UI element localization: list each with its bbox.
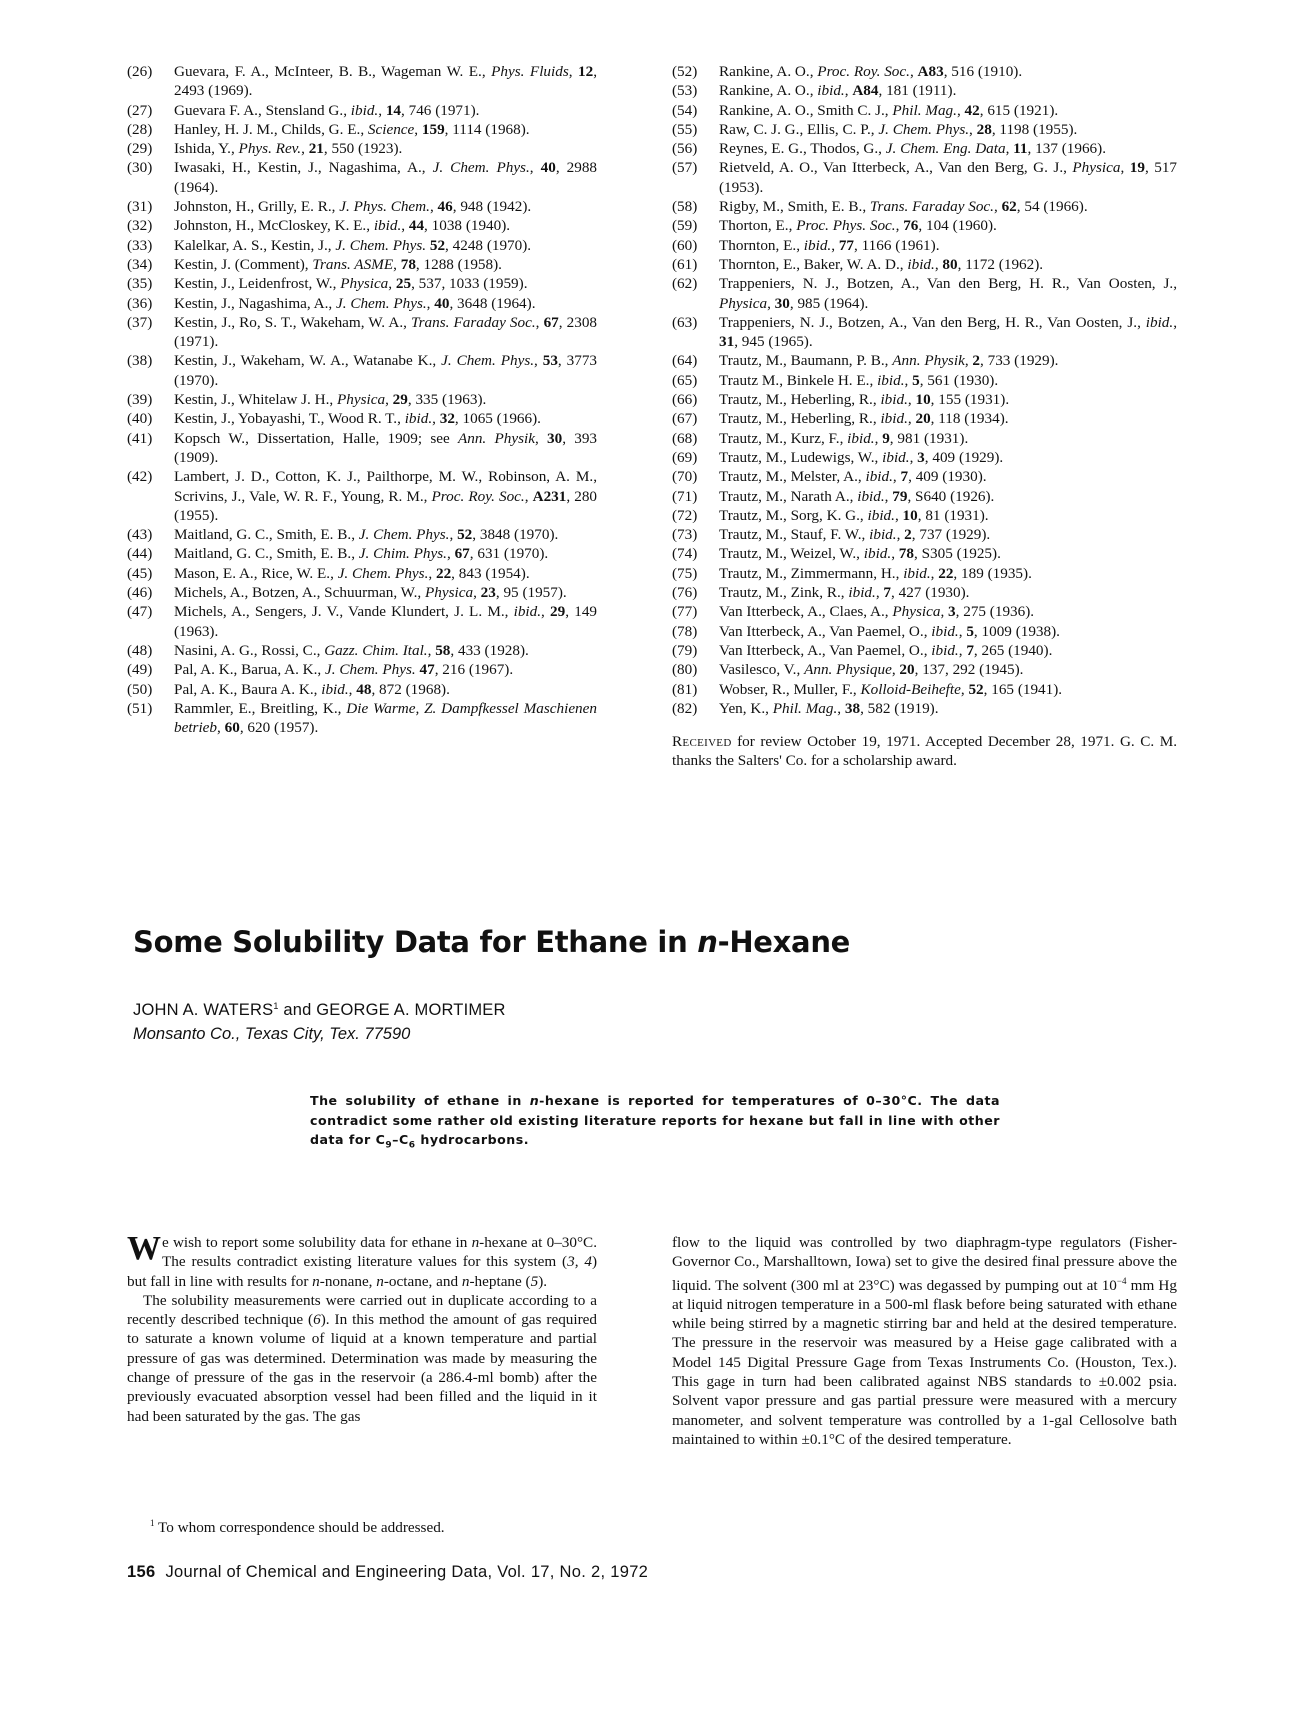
reference-text: Kopsch W., Dissertation, Halle, 1909; see Ann. Physik, 30, 393 (1909). [174,429,598,466]
reference-text: Trautz, M., Zimmermann, H., ibid., 22, 189 (1935). [719,564,1032,582]
received-note [672,732,1177,771]
intro-text: e wish to report some solubility data for ethane in n-hexane at 0–30°C. The results contradict existing literature values for this system (3, 4) but fall in line with results for n-nonane, n-octane, and n-heptane (5). [127,1234,597,1290]
reference-text: Trautz, M., Heberling, R., ibid., 20, 118 (1934). [719,410,1009,428]
reference-item [127,602,597,641]
reference-item [672,409,1177,428]
reference-text: Rankine, A. O., Smith C. J., Phil. Mag., 42, 615 (1921). [719,101,1059,119]
reference-item [672,197,1177,216]
reference-number: (33) [127,236,153,254]
reference-text: Trautz, M., Melster, A., ibid., 7, 409 (1930). [719,468,987,486]
reference-item [127,101,597,120]
reference-number: (40) [127,410,153,428]
reference-item [127,583,597,602]
reference-number: (56) [672,140,698,158]
reference-text: Van Itterbeck, A., Van Paemel, O., ibid., 5, 1009 (1938). [719,622,1060,640]
methods-paragraph: The solubility measurements were carried out in duplicate according to a recently described technique (6). In this method the amount of gas required to saturate a known volume of liquid at a known temperature and partial pressure of gas was determined. Determination was made by measuring the change of pressure of the gas in the reservoir (a 286.4-ml bomb) after the previously evacuated absorption vessel had been filled and the liquid in it had been saturated by the gas. The gas [127,1291,597,1425]
reference-number: (39) [127,391,153,409]
reference-number: (38) [127,352,153,370]
reference-item [127,139,597,158]
reference-number: (37) [127,313,153,331]
reference-text: Rietveld, A. O., Van Itterbeck, A., Van den Berg, G. J., Physica, 19, 517 (1953). [719,159,1178,196]
reference-item [127,641,597,660]
reference-text: Trautz, M., Zink, R., ibid., 7, 427 (1930). [719,584,970,602]
reference-item [672,274,1177,313]
reference-number: (72) [672,506,698,524]
reference-text: Trappeniers, N. J., Botzen, A., Van den Berg, H. R., Van Oosten, J., Physica, 30, 985 (1964). [719,275,1177,312]
reference-text: Kestin, J., Nagashima, A., J. Chem. Phys., 40, 3648 (1964). [174,294,536,312]
reference-text: Kestin, J., Whitelaw J. H., Physica, 29, 335 (1963). [174,391,487,409]
reference-number: (36) [127,294,153,312]
reference-text: Rankine, A. O., ibid., A84, 181 (1911). [719,82,957,100]
reference-item [127,467,597,525]
reference-item [127,236,597,255]
journal-citation: Journal of Chemical and Engineering Data, Vol. 17, No. 2, 1972 [165,1563,649,1581]
reference-number: (69) [672,448,698,466]
reference-number: (59) [672,217,698,235]
reference-text: Mason, E. A., Rice, W. E., J. Chem. Phys., 22, 843 (1954). [174,564,530,582]
reference-item [127,62,597,101]
reference-item [127,274,597,293]
reference-item [672,680,1177,699]
reference-item [127,699,597,738]
reference-item [672,448,1177,467]
reference-number: (32) [127,217,153,235]
reference-text: Nasini, A. G., Rossi, C., Gazz. Chim. Ital., 58, 433 (1928). [174,641,529,659]
reference-number: (41) [127,429,153,447]
reference-text: Rigby, M., Smith, E. B., Trans. Faraday Soc., 62, 54 (1966). [719,198,1088,216]
reference-number: (55) [672,120,698,138]
reference-item [672,544,1177,563]
intro-paragraph [127,1230,597,1291]
reference-text: Trappeniers, N. J., Botzen, A., Van den Berg, H. R., Van Oosten, J., ibid., 31, 945 (1965). [719,313,1177,351]
reference-item [672,158,1177,197]
reference-text: Wobser, R., Muller, F., Kolloid-Beihefte, 52, 165 (1941). [719,680,1063,698]
reference-text: Pal, A. K., Barua, A. K., J. Chem. Phys. 47, 216 (1967). [174,661,514,679]
reference-number: (70) [672,468,698,486]
reference-number: (31) [127,198,153,216]
reference-number: (64) [672,352,698,370]
reference-number: (27) [127,101,153,119]
reference-item [127,216,597,235]
reference-text: Kestin, J., Leidenfrost, W., Physica, 25, 537, 1033 (1959). [174,275,528,293]
reference-text: Trautz, M., Heberling, R., ibid., 10, 155 (1931). [719,391,1010,409]
reference-number: (58) [672,198,698,216]
reference-number: (54) [672,101,698,119]
reference-text: Vasilesco, V., Ann. Physique, 20, 137, 292 (1945). [719,661,1024,679]
reference-item [127,525,597,544]
reference-item [127,680,597,699]
reference-number: (60) [672,236,698,254]
reference-text: Thornton, E., Baker, W. A. D., ibid., 80, 1172 (1962). [719,255,1044,273]
body-right-column [672,1233,1177,1449]
reference-text: Trautz, M., Kurz, F., ibid., 9, 981 (1931). [719,429,969,447]
reference-text: Guevara F. A., Stensland G., ibid., 14, 746 (1971). [174,101,480,119]
reference-text: Trautz, M., Narath A., ibid., 79, S640 (1926). [719,487,995,505]
reference-item [672,62,1177,81]
reference-text: Kalelkar, A. S., Kestin, J., J. Chem. Phys. 52, 4248 (1970). [174,236,532,254]
reference-item [672,487,1177,506]
reference-text: Michels, A., Sengers, J. V., Vande Klundert, J. L. M., ibid., 29, 149 (1963). [174,603,598,640]
reference-item [672,660,1177,679]
reference-item [672,641,1177,660]
reference-item [127,294,597,313]
reference-text: Thornton, E., ibid., 77, 1166 (1961). [719,236,940,254]
reference-number: (51) [127,699,153,717]
reference-text: Thorton, E., Proc. Phys. Soc., 76, 104 (1960). [719,217,997,235]
reference-item [127,351,597,390]
reference-number: (82) [672,699,698,717]
reference-number: (29) [127,140,153,158]
reference-number: (78) [672,622,698,640]
reference-number: (71) [672,487,698,505]
reference-item [672,622,1177,641]
reference-text: Kestin, J. (Comment), Trans. ASME, 78, 1288 (1958). [174,255,502,273]
reference-number: (73) [672,526,698,544]
reference-item [672,602,1177,621]
reference-item [127,390,597,409]
reference-number: (46) [127,584,153,602]
reference-number: (79) [672,641,698,659]
reference-item [672,313,1177,352]
references-left-column [127,62,597,737]
reference-text: Guevara, F. A., McInteer, B. B., Wageman W. E., Phys. Fluids, 12, 2493 (1969). [174,63,597,100]
reference-item [672,351,1177,370]
reference-item [672,216,1177,235]
reference-text: Rammler, E., Breitling, K., Die Warme, Z. Dampfkessel Maschienen betrieb, 60, 620 (1957). [174,699,597,737]
reference-text: Trautz, M., Ludewigs, W., ibid., 3, 409 (1929). [719,448,1004,466]
reference-text: Trautz M., Binkele H. E., ibid., 5, 561 (1930). [719,371,999,389]
reference-number: (80) [672,661,698,679]
reference-text: Hanley, H. J. M., Childs, G. E., Science, 159, 1114 (1968). [174,120,530,138]
reference-number: (57) [672,159,698,177]
reference-text: Yen, K., Phil. Mag., 38, 582 (1919). [719,699,939,717]
reference-text: Trautz, M., Baumann, P. B., Ann. Physik, 2, 733 (1929). [719,352,1059,370]
methods-continued-paragraph: flow to the liquid was controlled by two diaphragm-type regulators (Fisher-Governor Co., Marshalltown, Iowa) set to give the desired final pressure above the liquid. The solvent (300 ml at 23°C) was degassed by pumping out at $10^{-4}$ mm Hg at liquid nitrogen temperature in a 500-ml flask before being saturated with ethane while being stirred by a magnetic stirring bar and held at the desired temperature. The pressure in the reservoir was measured by a Heise gage calibrated with a Model 145 Digital Pressure Gage from Texas Instruments Co. (Houston, Tex.). This gage in turn had been calibrated against NBS standards to ±0.002 psia. Solvent vapor pressure and gas partial pressure were measured with a mercury manometer, and solvent temperature was controlled by a 1-gal Cellosolve bath maintained to within ±0.1°C of the desired temperature. [672,1234,1177,1448]
reference-text: Kestin, J., Wakeham, W. A., Watanabe K., J. Chem. Phys., 53, 3773 (1970). [174,352,597,389]
reference-item [672,101,1177,120]
reference-text: Kestin, J., Yobayashi, T., Wood R. T., ibid., 32, 1065 (1966). [174,410,541,428]
reference-text: Van Itterbeck, A., Van Paemel, O., ibid., 7, 265 (1940). [719,641,1053,659]
article-title: Some Solubility Data for Ethane in n-Hexane [133,925,851,959]
reference-number: (43) [127,526,153,544]
drop-cap: W [127,1230,161,1267]
reference-item [672,429,1177,448]
reference-number: (28) [127,120,153,138]
reference-text: Lambert, J. D., Cotton, K. J., Pailthorpe, M. W., Robinson, A. M., Scrivins, J., Vale, W. R. F., Young, R. M., Proc. Roy. Soc., A231, 280 (1955). [174,468,598,524]
reference-text: Van Itterbeck, A., Claes, A., Physica, 3, 275 (1936). [719,603,1035,621]
reference-item [127,409,597,428]
reference-item [672,564,1177,583]
reference-number: (66) [672,391,698,409]
reference-number: (34) [127,255,153,273]
author-footnote: $^1$ To whom correspondence should be addressed. [150,1518,445,1536]
reference-number: (49) [127,661,153,679]
reference-item [672,525,1177,544]
page-footer [127,1563,648,1582]
reference-item [672,467,1177,486]
reference-number: (75) [672,564,698,582]
reference-item [127,120,597,139]
reference-text: Iwasaki, H., Kestin, J., Nagashima, A., J. Chem. Phys., 40, 2988 (1964). [174,159,598,196]
reference-item [672,699,1177,718]
reference-item [127,197,597,216]
reference-text: Raw, C. J. G., Ellis, C. P., J. Chem. Phys., 28, 1198 (1955). [719,120,1078,138]
reference-text: Pal, A. K., Baura A. K., ibid., 48, 872 (1968). [174,680,450,698]
reference-number: (53) [672,82,698,100]
reference-number: (42) [127,468,153,486]
reference-item [672,390,1177,409]
reference-number: (44) [127,545,153,563]
reference-item [672,236,1177,255]
reference-item [127,158,597,197]
reference-text: Johnston, H., Grilly, E. R., J. Phys. Chem., 46, 948 (1942). [174,198,532,216]
references-right-list [672,62,1177,718]
body-left-column [127,1230,597,1426]
page-number: 156 [127,1563,156,1581]
reference-item [672,583,1177,602]
reference-number: (65) [672,371,698,389]
reference-number: (48) [127,641,153,659]
article-abstract: The solubility of ethane in n-hexane is reported for temperatures of 0–30°C. The data contradict some rather old existing literature reports for hexane but fall in line with other data for $C_9-C_6$ hydrocarbons. [310,1093,1000,1151]
reference-text: Rankine, A. O., Proc. Roy. Soc., A83, 516 (1910). [719,63,1023,80]
reference-item [127,429,597,468]
reference-item [127,660,597,679]
reference-text: Trautz, M., Sorg, K. G., ibid., 10, 81 (1931). [719,506,989,524]
reference-item [127,564,597,583]
reference-number: (35) [127,275,153,293]
reference-number: (30) [127,159,153,177]
reference-number: (61) [672,255,698,273]
received-text: for review October 19, 1971. Accepted December 28, 1971. G. C. M. thanks the Salters' Co. for a scholarship award. [672,733,1177,770]
reference-number: (26) [127,63,153,80]
references-right-column [672,62,1177,771]
reference-text: Reynes, E. G., Thodos, G., J. Chem. Eng. Data, 11, 137 (1966). [719,140,1106,158]
reference-number: (77) [672,603,698,621]
reference-number: (67) [672,410,698,428]
reference-item [672,139,1177,158]
reference-number: (47) [127,603,153,621]
reference-text: Trautz, M., Stauf, F. W., ibid., 2, 737 (1929). [719,526,991,544]
reference-number: (81) [672,680,698,698]
reference-item [127,313,597,352]
reference-item [127,544,597,563]
reference-number: (62) [672,275,698,293]
reference-number: (50) [127,680,153,698]
reference-number: (45) [127,564,153,582]
reference-text: Michels, A., Botzen, A., Schuurman, W., Physica, 23, 95 (1957). [174,584,567,602]
reference-text: Maitland, G. C., Smith, E. B., J. Chim. Phys., 67, 631 (1970). [174,545,549,563]
reference-text: Ishida, Y., Phys. Rev., 21, 550 (1923). [174,140,403,158]
reference-item [127,255,597,274]
reference-text: Trautz, M., Weizel, W., ibid., 78, S305 (1925). [719,545,1001,563]
reference-text: Kestin, J., Ro, S. T., Wakeham, W. A., Trans. Faraday Soc., 67, 2308 (1971). [174,313,598,351]
reference-item [672,81,1177,100]
reference-item [672,506,1177,525]
reference-number: (63) [672,313,698,331]
reference-item [672,255,1177,274]
reference-item [672,371,1177,390]
reference-number: (76) [672,584,698,602]
received-label: Received [672,733,732,751]
reference-number: (74) [672,545,698,563]
reference-text: Johnston, H., McCloskey, K. E., ibid., 44, 1038 (1940). [174,217,511,235]
reference-number: (68) [672,429,698,447]
reference-item [672,120,1177,139]
reference-text: Maitland, G. C., Smith, E. B., J. Chem. Phys., 52, 3848 (1970). [174,526,559,544]
article-affiliation: Monsanto Co., Texas City, Tex. 77590 [133,1025,411,1043]
article-authors: JOHN A. WATERS$^1$ and GEORGE A. MORTIMER [133,1001,506,1019]
reference-number: (52) [672,63,698,80]
